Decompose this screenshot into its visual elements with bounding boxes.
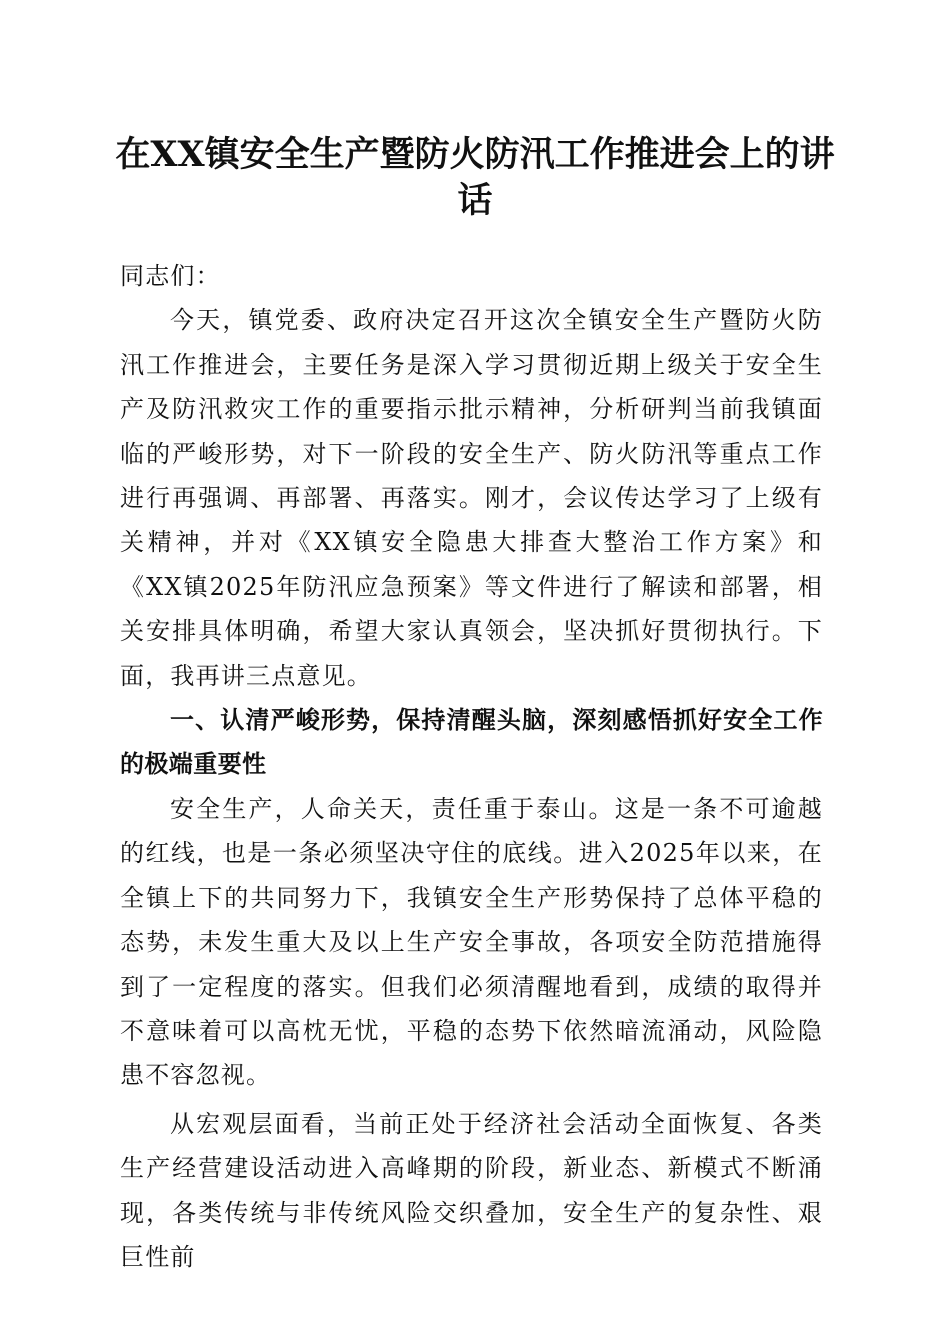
paragraph-macro: 从宏观层面看，当前正处于经济社会活动全面恢复、各类生产经营建设活动进入高峰期的阶段，新业态、新模式不断涌现，各类传统与非传统风险交织叠加，安全生产的复杂性、艰巨性前 — [120, 1109, 823, 1271]
document-body — [120, 254, 823, 1279]
section-heading-1: 一、认清严峻形势，保持清醒头脑，深刻感悟抓好安全工作的极端重要性 — [120, 706, 823, 779]
paragraph-intro: 今天，镇党委、政府决定召开这次全镇安全生产暨防火防汛工作推进会，主要任务是深入学习贯彻近期上级关于安全生产及防汛救灾工作的重要指示批示精神，分析研判当前我镇面临的严峻形势，对下一阶段的安全生产、防火防汛等重点工作进行再强调、再部署、再落实。刚才，会议传达学习了上级有关精神，并对《XX镇安全隐患大排查大整治工作方案》和《XX镇2025年防汛应急预案》等文件进行了解读和部署，相关安排具体明确，希望大家认真领会，坚决抓好贯彻执行。下面，我再讲三点意见。 — [120, 306, 823, 690]
document-title: 在XX镇安全生产暨防火防汛工作推进会上的讲话 — [115, 134, 835, 221]
salutation: 同志们： — [120, 262, 221, 290]
paragraph-safety: 安全生产，人命关天，责任重于泰山。这是一条不可逾越的红线，也是一条必须坚决守住的底线。进入2025年以来，在全镇上下的共同努力下，我镇安全生产形势保持了总体平稳的态势，未发生重大及以上生产安全事故，各项安全防范措施得到了一定程度的落实。但我们必须清醒地看到，成绩的取得并不意味着可以高枕无忧，平稳的态势下依然暗流涌动，风险隐患不容忽视。 — [120, 794, 823, 1090]
